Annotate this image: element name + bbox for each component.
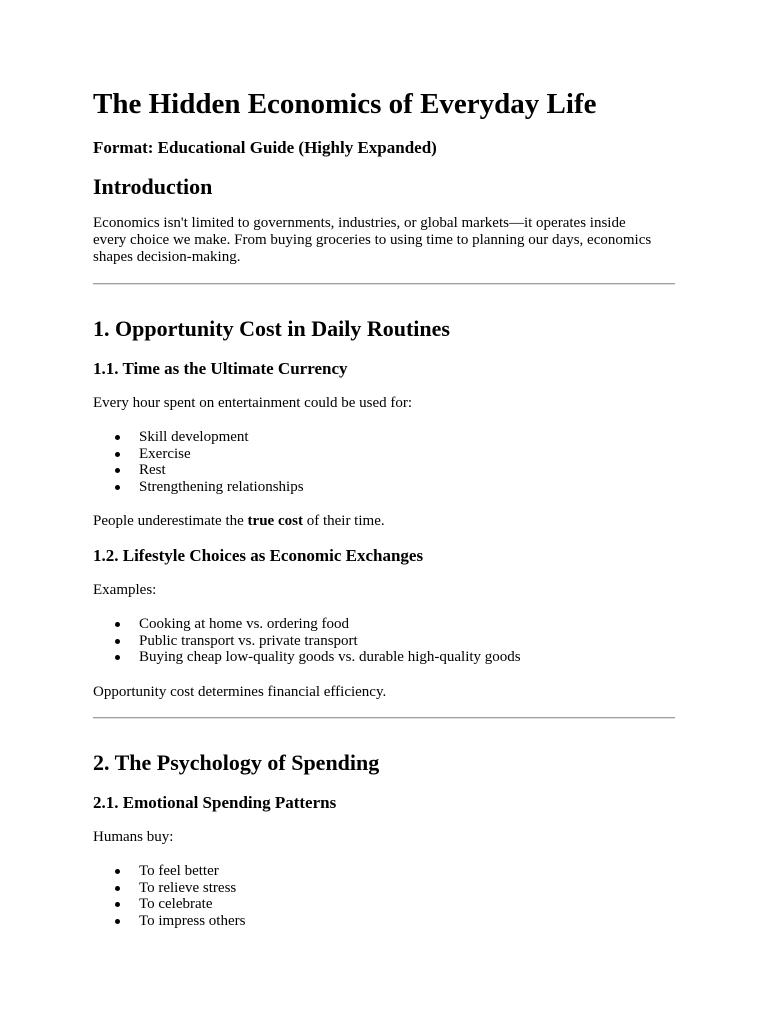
subsection-2-1-lead: Humans buy: <box>93 829 174 845</box>
bullet-list-examples <box>93 616 521 666</box>
bullet-icon <box>115 468 120 473</box>
intro-line-2: every choice we make. From buying groceries to using time to planning our days, economics <box>93 232 652 248</box>
bullet-icon <box>115 655 120 660</box>
bullet-icon <box>115 886 120 891</box>
format-line: Format: Educational Guide (Highly Expanded) <box>93 138 437 157</box>
list-item: Cooking at home vs. ordering food <box>93 616 521 633</box>
intro-line-3: shapes decision-making. <box>93 249 241 265</box>
subsection-1-1-heading: 1.1. Time as the Ultimate Currency <box>93 359 348 378</box>
bullet-icon <box>115 452 120 457</box>
subsection-1-2-heading: 1.2. Lifestyle Choices as Economic Exchanges <box>93 546 424 565</box>
bullet-list-reasons-to-buy <box>93 863 245 930</box>
list-item: Exercise <box>93 446 304 463</box>
bullet-icon <box>115 869 120 874</box>
section-2-heading: 2. The Psychology of Spending <box>93 750 380 775</box>
subsection-1-2-closing: Opportunity cost determines financial efficiency. <box>93 684 387 700</box>
subsection-2-1-heading: 2.1. Emotional Spending Patterns <box>93 793 337 812</box>
emphasis-true-cost: true cost <box>247 513 303 529</box>
section-divider <box>93 283 675 285</box>
subsection-1-1-closing: People underestimate the true cost of their time. <box>93 513 385 529</box>
bullet-icon <box>115 639 120 644</box>
document-title: The Hidden Economics of Everyday Life <box>93 88 597 120</box>
bullet-icon <box>115 622 120 627</box>
list-item: Public transport vs. private transport <box>93 633 521 650</box>
bullet-icon <box>115 485 120 490</box>
section-divider <box>93 717 675 719</box>
list-item: To impress others <box>93 913 245 930</box>
intro-heading: Introduction <box>93 174 213 199</box>
bullet-icon <box>115 902 120 907</box>
list-item: Strengthening relationships <box>93 479 304 496</box>
subsection-1-2-lead: Examples: <box>93 582 157 598</box>
intro-paragraph <box>93 215 651 266</box>
list-item: Buying cheap low-quality goods vs. durable high-quality goods <box>93 649 521 666</box>
intro-line-1: Economics isn't limited to governments, industries, or global markets—it operates inside <box>93 215 626 231</box>
section-1-heading: 1. Opportunity Cost in Daily Routines <box>93 316 450 341</box>
list-item: To feel better <box>93 863 245 880</box>
list-item: To relieve stress <box>93 880 245 897</box>
list-item: Skill development <box>93 429 304 446</box>
bullet-icon <box>115 435 120 440</box>
list-item: To celebrate <box>93 896 245 913</box>
bullet-list-time-uses <box>93 429 304 496</box>
list-item: Rest <box>93 462 304 479</box>
subsection-1-1-lead: Every hour spent on entertainment could be used for: <box>93 395 413 411</box>
bullet-icon <box>115 919 120 924</box>
